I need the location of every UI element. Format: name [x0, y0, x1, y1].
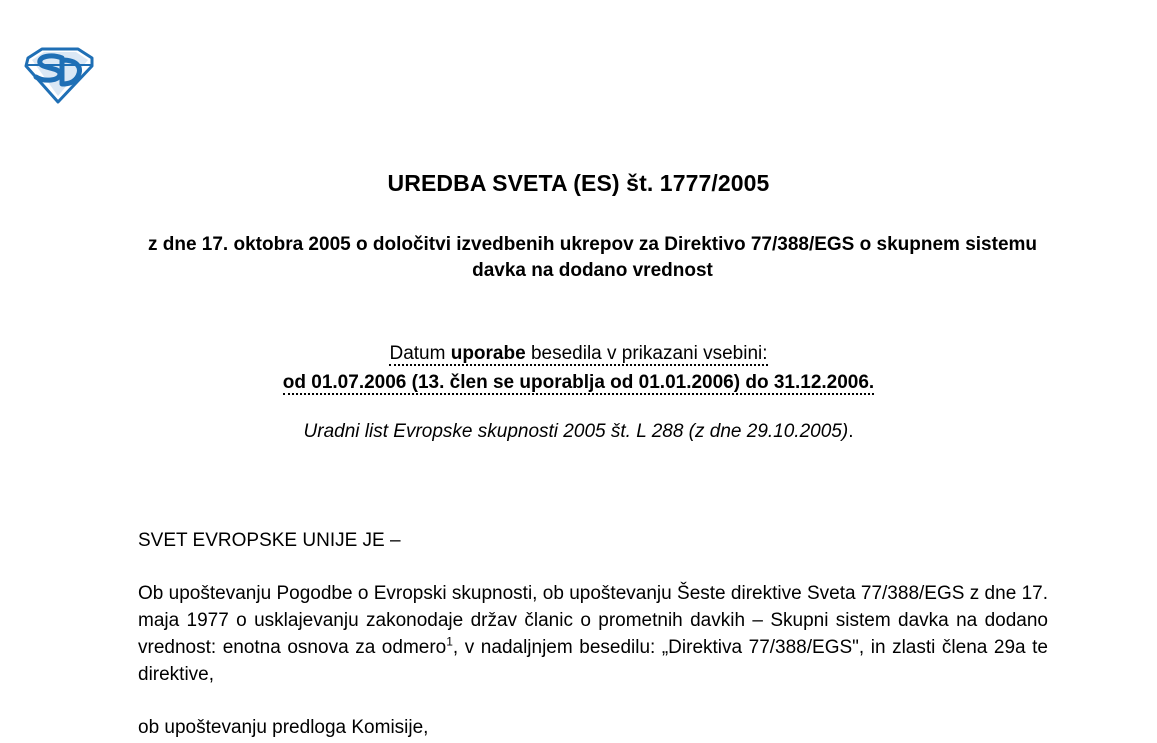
application-dates-label[interactable] [389, 344, 767, 366]
preamble-paragraph-2: ob upoštevanju predloga Komisije, [138, 717, 429, 738]
document-title: UREDBA SVETA (ES) št. 1777/2005 [387, 170, 770, 196]
application-dates [0, 341, 1157, 396]
sd-logo-icon [22, 46, 96, 104]
dates-label-bold: uporabe [450, 343, 526, 364]
document-subtitle: z dne 17. oktobra 2005 o določitvi izvedbenih ukrepov za Direktivo 77/388/EGS o skupnem sistemu davka na dodano vrednost [147, 234, 1038, 281]
official-journal-text: Uradni list Evropske skupnosti 2005 št. L 288 (z dne 29.10.2005) [303, 421, 849, 442]
paragraph-text-before: Ob upoštevanju Pogodbe o Evropski skupnosti, ob upoštevanju Šeste direktive Sveta 77/388/EGS z dne 17. maja 1977 o usklajevanju zakonodaje držav članic o prometnih davkih – Skupni sistem davka na dodano vrednost: enotna osnova za odmero [138, 583, 1048, 658]
preamble-paragraph [138, 580, 1048, 688]
footnote-marker[interactable]: 1 [446, 634, 453, 649]
official-journal-reference [0, 421, 1157, 443]
dates-label-end: besedila v prikazani vsebini: [525, 343, 768, 364]
application-dates-range[interactable]: od 01.07.2006 (13. člen se uporablja od 01.01.2006) do 31.12.2006. [282, 372, 875, 393]
paragraph-text-after: , v nadaljnjem besedilu: „Direktiva 77/388/EGS", in zlasti člena 29a te direktive, [138, 637, 1048, 685]
preamble-heading: SVET EVROPSKE UNIJE JE – [138, 530, 401, 551]
dates-label-start: Datum [389, 343, 451, 364]
official-journal-end: . [848, 421, 854, 442]
